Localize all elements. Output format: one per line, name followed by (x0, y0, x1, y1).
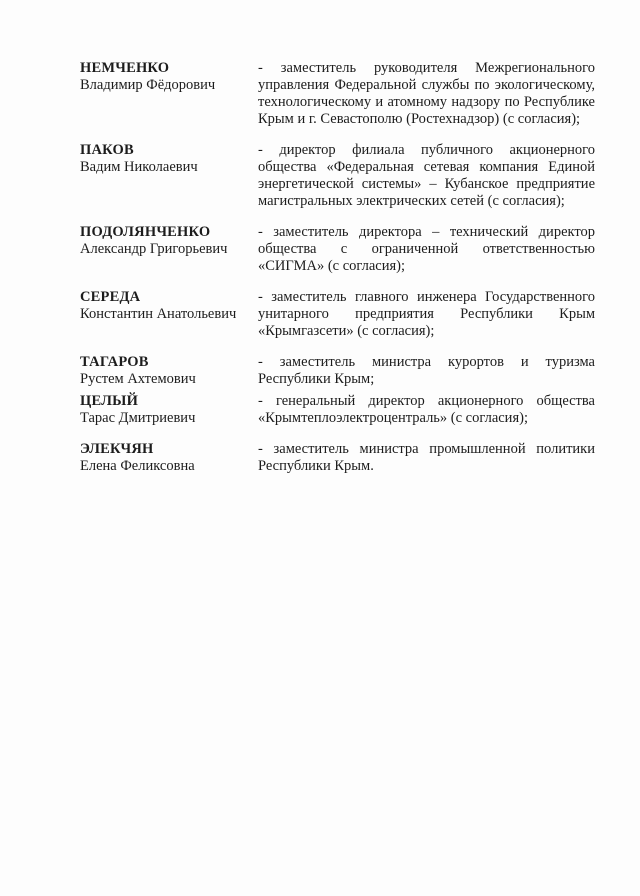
member-given-name: Константин Анатольевич (80, 306, 237, 322)
member-entry-elekchyan (80, 441, 595, 475)
member-surname: ЭЛЕКЧЯН (80, 441, 154, 457)
member-given-name: Тарас Дмитриевич (80, 410, 196, 426)
member-position: - заместитель министра промышленной политики Республики Крым. (258, 441, 595, 474)
member-surname: НЕМЧЕНКО (80, 60, 170, 76)
member-entry-podolyanchenko (80, 224, 595, 275)
member-name (80, 142, 258, 210)
member-position: - директор филиала публичного акционерного общества «Федеральная сетевая компания Единой энергетической системы» – Кубанское предприятие магистральных электрических сетей (с согласия); (258, 142, 595, 209)
member-surname: ПОДОЛЯНЧЕНКО (80, 224, 211, 240)
member-given-name: Вадим Николаевич (80, 159, 198, 175)
member-name (80, 60, 258, 128)
member-given-name: Владимир Фёдорович (80, 77, 216, 93)
member-surname: ПАКОВ (80, 142, 134, 158)
member-position: - заместитель руководителя Межрегионального управления Федеральной службы по экологическому, технологическому и атомному надзору по Республике Крым и г. Севастополю (Ростехнадзор) (с согласия); (258, 60, 595, 127)
member-entry-sereda (80, 289, 595, 340)
member-surname: СЕРЕДА (80, 289, 141, 305)
member-surname: ТАГАРОВ (80, 354, 149, 370)
member-position: - заместитель директора – технический директор общества с ограниченной ответственностью «СИГМА» (с согласия); (258, 224, 595, 274)
member-name (80, 393, 258, 427)
commission-member-list (80, 60, 595, 489)
member-entry-tselyi (80, 393, 595, 427)
member-position: - заместитель министра курортов и туризма Республики Крым; (258, 354, 595, 387)
member-entry-pakov (80, 142, 595, 210)
member-name (80, 289, 258, 340)
member-entry-tagarov (80, 354, 595, 388)
member-given-name: Елена Феликсовна (80, 458, 195, 474)
member-name (80, 224, 258, 275)
member-name (80, 441, 258, 475)
member-name (80, 354, 258, 388)
member-given-name: Александр Григорьевич (80, 241, 228, 257)
member-position: - генеральный директор акционерного общества «Крымтеплоэлектроцентраль» (с согласия); (258, 393, 595, 426)
member-surname: ЦЕЛЫЙ (80, 393, 139, 409)
member-entry-nemchenko (80, 60, 595, 128)
member-given-name: Рустем Ахтемович (80, 371, 196, 387)
member-position: - заместитель главного инженера Государственного унитарного предприятия Республики Крым «Крымгазсети» (с согласия); (258, 289, 595, 339)
